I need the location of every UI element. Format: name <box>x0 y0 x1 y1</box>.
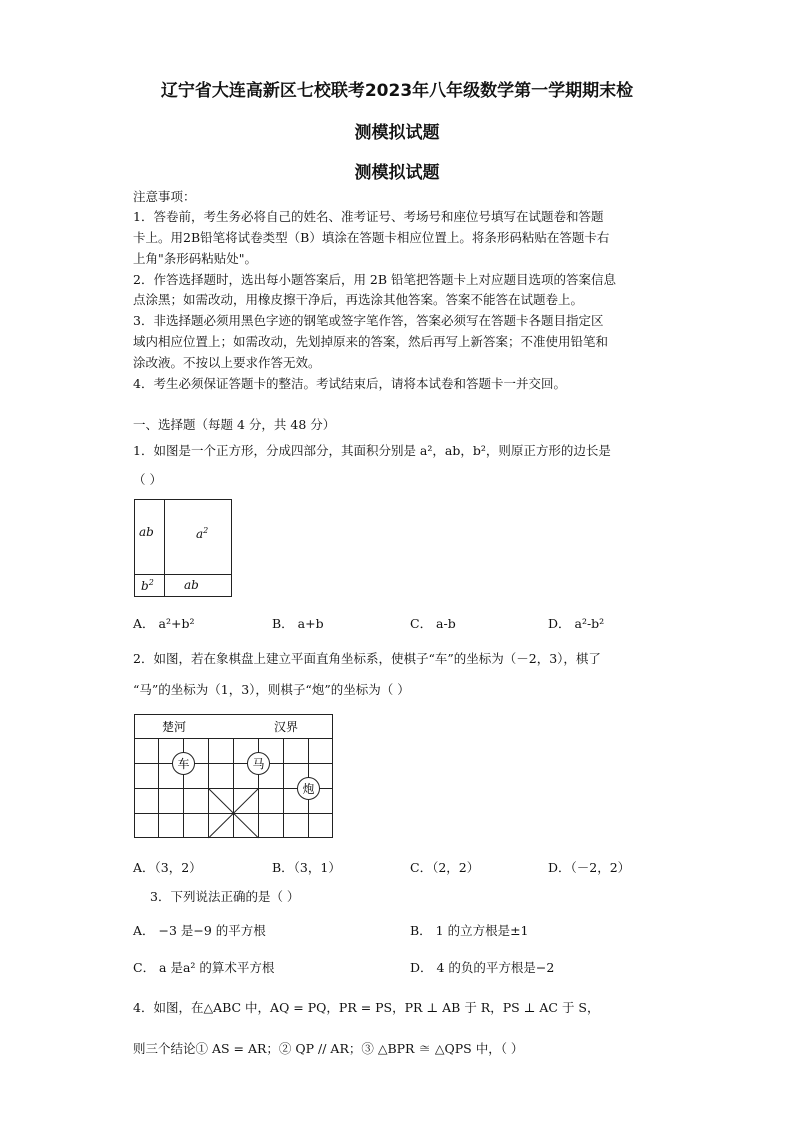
q2-stem: 2．如图，若在象棋盘上建立平面直角坐标系，使棋子“车”的坐标为（－2，3），棋了 <box>133 651 601 666</box>
q3-option-c[interactable]: C． a 是a² 的算术平方根 <box>133 960 275 975</box>
notes-heading: 注意事项： <box>133 189 196 204</box>
page-title-line1: 辽宁省大连高新区七校联考2023年八年级数学第一学期期末检 <box>160 81 634 101</box>
q2-option-d[interactable]: D．（－2，2） <box>548 860 631 875</box>
notes-line: 域内相应位置上；如需改动，先划掉原来的答案，然后再写上新答案；不准使用铅笔和 <box>133 334 609 349</box>
notes-line: 卡上。用2B铅笔将试卷类型（B）填涂在答题卡相应位置上。将条形码粘贴在答题卡右 <box>133 230 610 245</box>
label-b: b <box>141 579 149 593</box>
notes-line: 4．考生必须保证答题卡的整洁。考试结束后，请将本试卷和答题卡一并交回。 <box>133 376 566 391</box>
label-b2-sup: 2 <box>148 578 154 587</box>
q4-stem-cont: 则三个结论① AS = AR；② QP // AR；③ △BPR ≅ △QPS 中，（ ） <box>133 1041 524 1056</box>
divider <box>164 500 165 596</box>
label-a: a <box>196 527 204 541</box>
page-title-line3: 测模拟试题 <box>354 163 440 183</box>
q2-stem-cont: “马”的坐标为（1，3），则棋子“炮”的坐标为（ ） <box>133 682 410 697</box>
piece-ju: 车 <box>177 757 190 771</box>
section-heading: 一、选择题（每题 4 分，共 48 分） <box>133 417 336 432</box>
piece-ma: 马 <box>252 757 265 771</box>
q3-option-b[interactable]: B． 1 的立方根是±1 <box>410 923 529 938</box>
page-title-line2: 测模拟试题 <box>354 123 440 143</box>
label-a2 <box>196 526 208 541</box>
notes-line: 1．答卷前，考生务必将自己的姓名、准考证号、考场号和座位号填写在试题卷和答题 <box>133 209 604 224</box>
q1-option-c[interactable]: C． a-b <box>410 616 456 631</box>
q1-stem: 1．如图是一个正方形，分成四部分，其面积分别是 a²，ab，b²，则原正方形的边长是 <box>133 443 611 458</box>
q2-option-a[interactable]: A．（3，2） <box>133 860 202 875</box>
q1-option-d[interactable]: D． a²-b² <box>548 616 605 631</box>
divider <box>135 574 231 575</box>
q4-stem: 4．如图，在△ABC 中，AQ = PQ，PR = PS，PR ⊥ AB 于 R，PS ⊥ AC 于 S， <box>133 1000 600 1015</box>
q1-option-a[interactable]: A． a²+b² <box>133 616 195 631</box>
label-a2-sup: 2 <box>203 526 209 535</box>
chess-board-figure <box>134 714 334 839</box>
river-right-label: 汉界 <box>274 720 299 734</box>
label-ab-bottom: ab <box>184 578 199 592</box>
q2-option-c[interactable]: C．（2，2） <box>410 860 480 875</box>
q3-option-a[interactable]: A． −3 是−9 的平方根 <box>133 923 266 938</box>
q3-option-d[interactable]: D． 4 的负的平方根是−2 <box>410 960 555 975</box>
notes-line: 涂改液。不按以上要求作答无效。 <box>133 355 321 370</box>
notes-line: 上角"条形码粘贴处"。 <box>133 251 257 266</box>
q1-stem-paren: （ ） <box>133 472 162 487</box>
notes-line: 点涂黑；如需改动，用橡皮擦干净后，再选涂其他答案。答案不能答在试题卷上。 <box>133 292 584 307</box>
q2-option-b[interactable]: B．（3，1） <box>272 860 341 875</box>
label-ab-top: ab <box>139 525 154 539</box>
q1-option-b[interactable]: B． a+b <box>272 616 324 631</box>
piece-pao: 炮 <box>302 782 315 796</box>
notes-line: 2．作答选择题时，选出每小题答案后，用 2B 铅笔把答题卡上对应题目选项的答案信息 <box>133 272 617 287</box>
river-left-label: 楚河 <box>162 720 187 734</box>
notes-line: 3．非选择题必须用黑色字迹的钢笔或签字笔作答，答案必须写在答题卡各题目指定区 <box>133 313 604 328</box>
q3-stem: 3．下列说法正确的是（ ） <box>150 889 300 904</box>
label-b2 <box>141 578 154 593</box>
q1-square-figure <box>134 499 232 597</box>
